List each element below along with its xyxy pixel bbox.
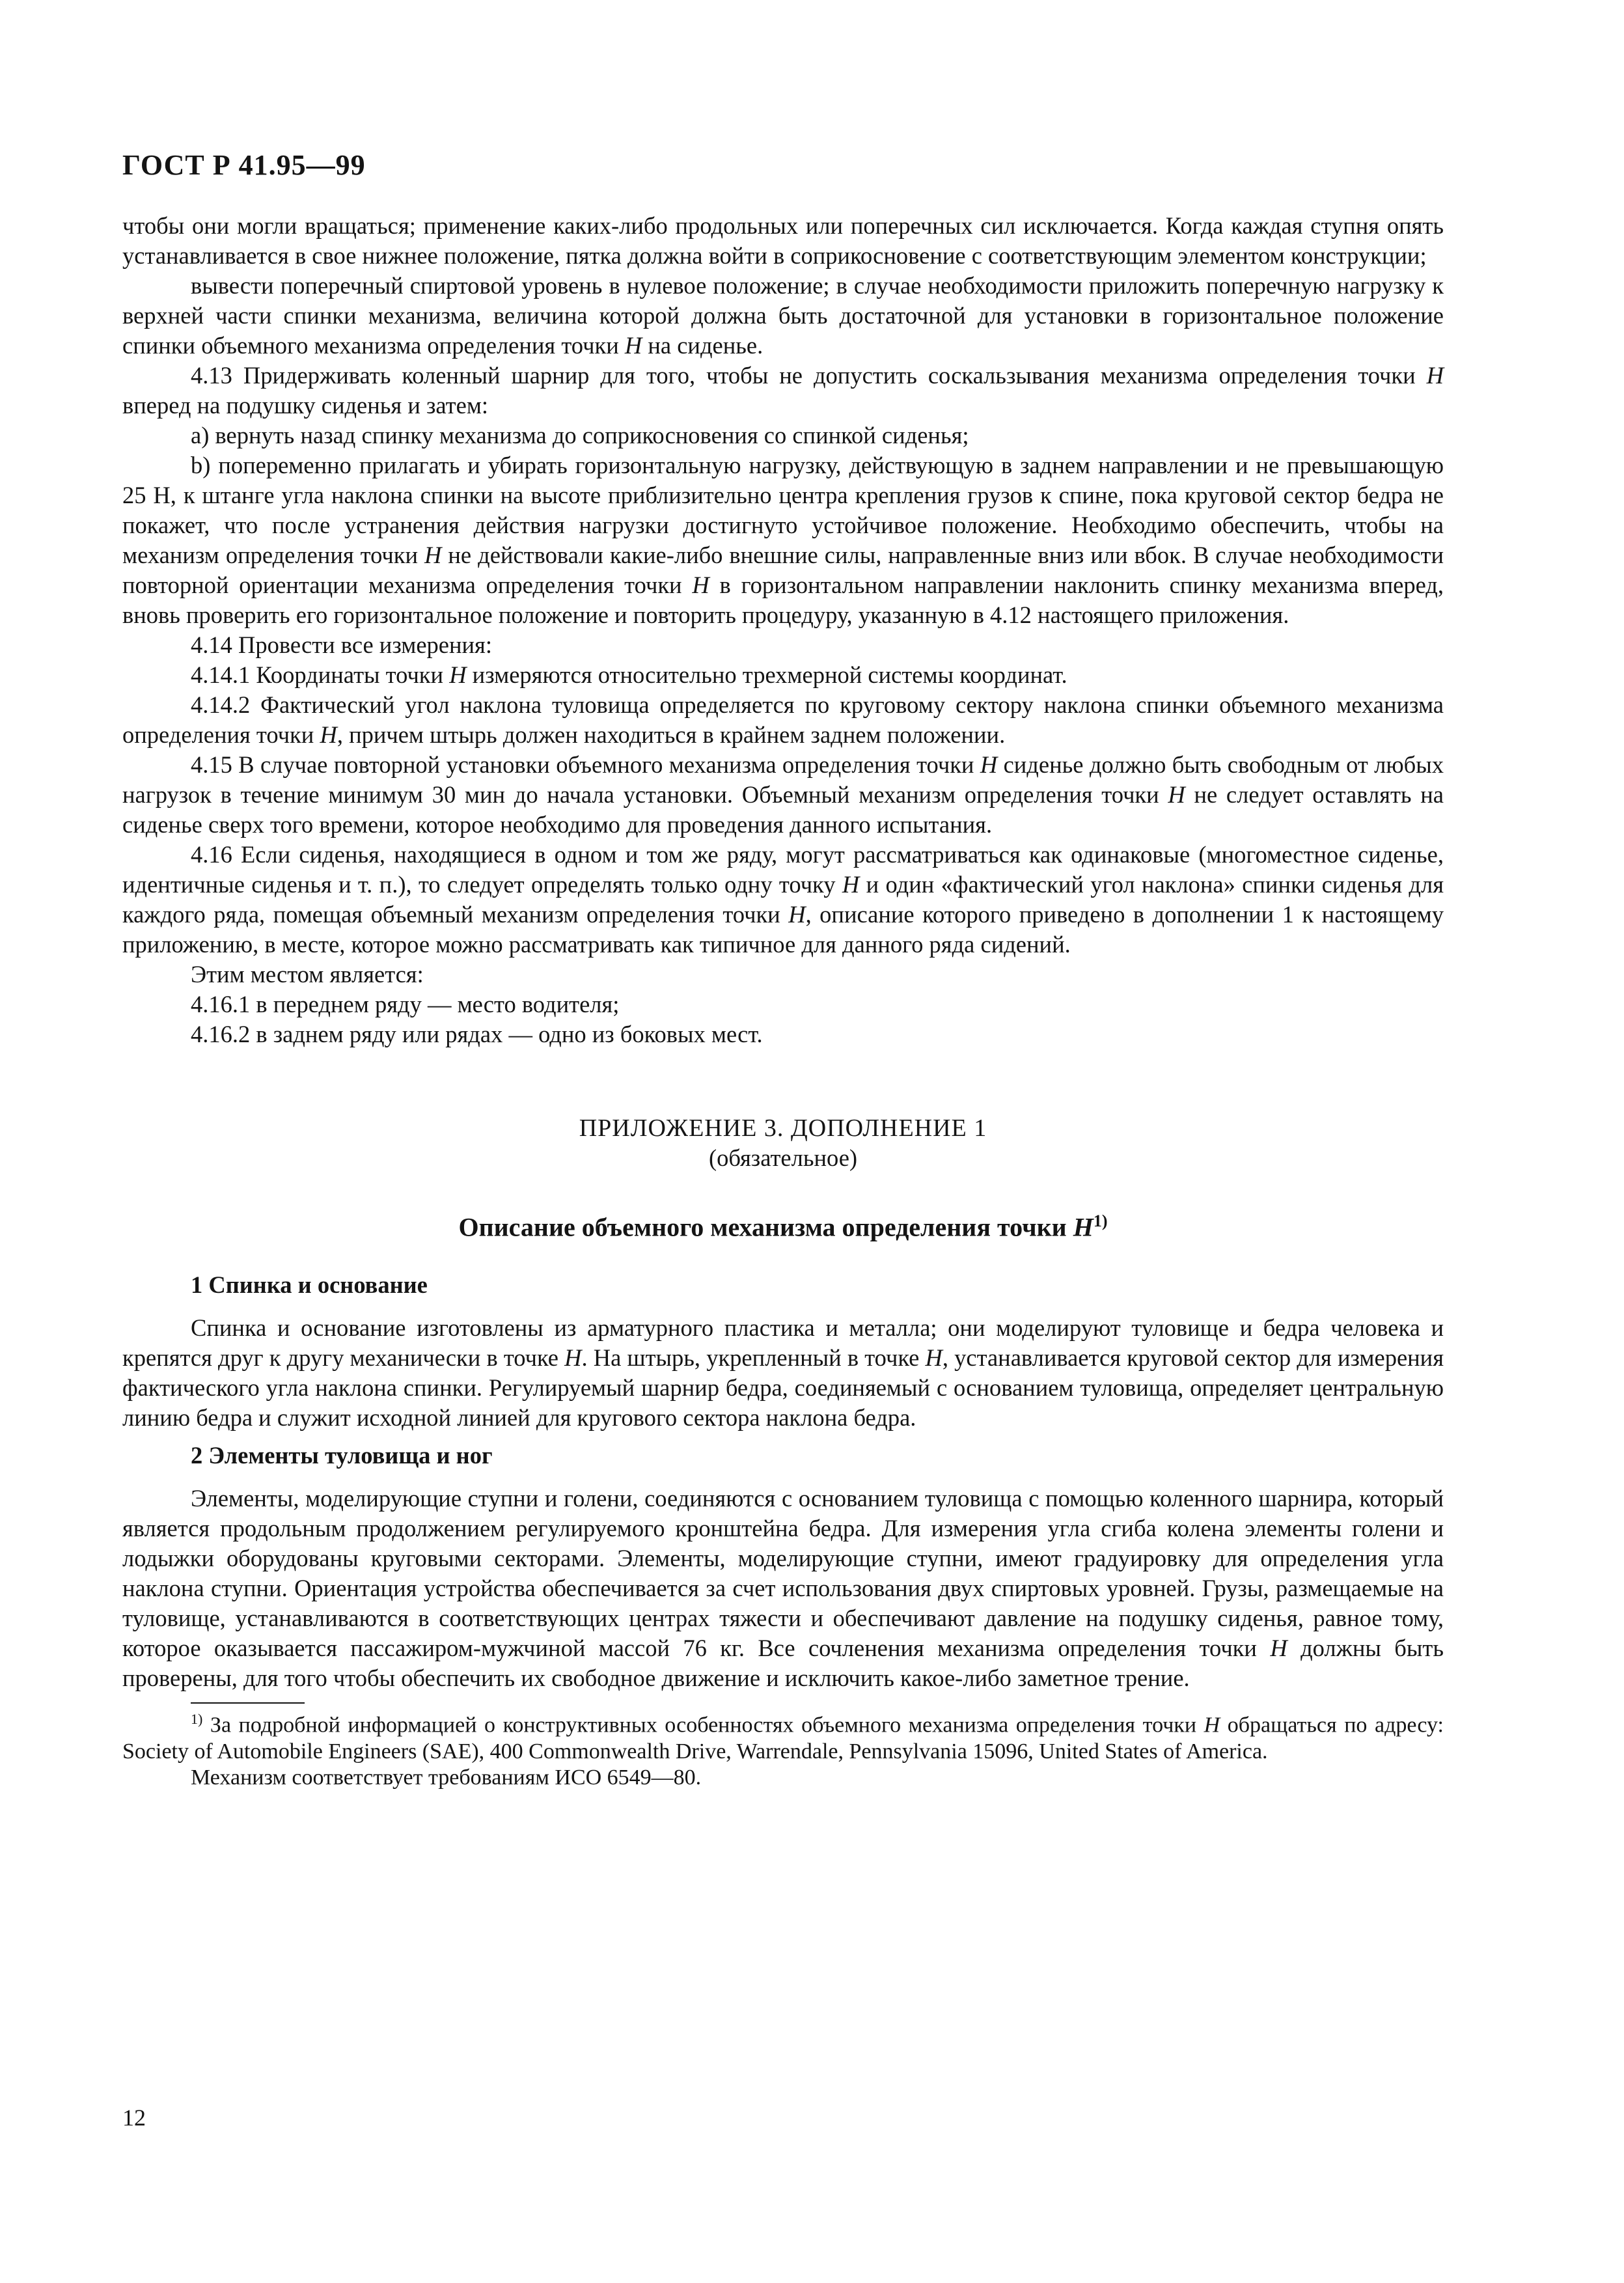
- paragraph: чтобы они могли вращаться; применение каких-либо продольных или поперечных сил исключается. Когда каждая ступня опять устанавливается в свое нижнее положение, пятка должна войти в соприкосновение с соответствующим элементом конструкции;: [122, 212, 1444, 269]
- section-2-heading: 2 Элементы туловища и ног: [191, 1442, 493, 1469]
- footnote-divider: [191, 1702, 305, 1704]
- paragraph-4-14-1: 4.14.1 Координаты точки H измеряются относительно трехмерной системы координат.: [191, 661, 1067, 688]
- section-2-text: Элементы, моделирующие ступни и голени, соединяются с основанием туловища с помощью коленного шарнира, который является продольным продолжением регулируемого кронштейна бедра. Для измерения угла сгиба колена элементы голени и лодыжки оборудованы круговыми секторами. Элементы, моделирующие ступни, имеют градуировку для определения угла наклона ступни. Ориентация устройства обеспечивается за счет использования двух спиртовых уровней. Грузы, размещаемые на туловище, устанавливаются в соответствующих центрах тяжести и обеспечивают давление на подушку сиденья, равное тому, которое оказывается пассажиром-мужчиной массой 76 кг. Все сочленения механизма определения точки H должны быть проверены, для того чтобы обеспечить их свободное движение и исключить какое-либо заметное трение.: [122, 1485, 1444, 1692]
- description-title: Описание объемного механизма определения точки $H^{1)}$: [458, 1211, 1108, 1242]
- paragraph-4-14-2: 4.14.2 Фактический угол наклона туловища определяется по круговому сектору наклона спинки объемного механизма определения точки H, причем штырь должен находиться в крайнем заднем положении.: [122, 691, 1444, 748]
- footnote: $^{1)}$ За подробной информацией о конструктивных особенностях объемного механизма определения точки H обращаться по адресу: Society of Automobile Engineers (SAE), 400 Commonwealth Drive, Warrendale, Pennsylvania 15096, United States of America.: [122, 1711, 1444, 1764]
- paragraph-4-16: 4.16 Если сиденья, находящиеся в одном и том же ряду, могут рассматриваться как одинаковые (многоместное сиденье, идентичные сиденья и т. п.), то следует определять только одну точку H и один «фактический угол наклона» спинки сиденья для каждого ряда, помещая объемный механизм определения точки H, описание которого приведено в дополнении 1 к настоящему приложению, в месте, которое можно рассматривать как типичное для данного ряда сидений.: [122, 841, 1444, 958]
- paragraph: вывести поперечный спиртовой уровень в нулевое положение; в случае необходимости приложить поперечную нагрузку к верхней части спинки механизма, величина которой должна быть достаточной для установки в горизонтальное положение спинки объемного механизма определения точки H на сиденье.: [122, 272, 1444, 359]
- paragraph: Этим местом является:: [191, 961, 424, 988]
- paragraph-4-15: 4.15 В случае повторной установки объемного механизма определения точки H сиденье должно быть свободным от любых нагрузок в течение минимум 30 мин до начала установки. Объемный механизм определения точки H не следует оставлять на сиденье сверх того времени, которое необходимо для проведения данного испытания.: [122, 751, 1444, 838]
- paragraph-4-16-2: 4.16.2 в заднем ряду или рядах — одно из боковых мест.: [191, 1021, 763, 1047]
- appendix-title: ПРИЛОЖЕНИЕ 3. ДОПОЛНЕНИЕ 1: [579, 1114, 987, 1142]
- paragraph-4-13: 4.13 Придерживать коленный шарнир для того, чтобы не допустить соскальзывания механизма определения точки H вперед на подушку сиденья и затем:: [122, 362, 1444, 419]
- appendix-subtitle: (обязательное): [708, 1144, 858, 1171]
- page-number: 12: [122, 2105, 146, 2131]
- section-1-text: Спинка и основание изготовлены из арматурного пластика и металла; они моделируют туловище и бедра человека и крепятся друг к другу механически в точке H. На штырь, укрепленный в точке H, устанавливается круговой сектор для измерения фактического угла наклона спинки. Регулируемый шарнир бедра, соединяемый с основанием туловища, определяет центральную линию бедра и служит исходной линией для кругового сектора наклона бедра.: [122, 1314, 1444, 1432]
- footnote-reference: 1): [1093, 1211, 1108, 1230]
- list-item-a: a) вернуть назад спинку механизма до соприкосновения со спинкой сиденья;: [191, 422, 969, 449]
- footnote-note: Механизм соответствует требованиям ИСО 6549—80.: [191, 1765, 702, 1790]
- list-item-b: b) попеременно прилагать и убирать горизонтальную нагрузку, действующую в заднем направлении и не превышающую 25 Н, к штанге угла наклона спинки на высоте приблизительно центра крепления грузов к спине, пока круговой сектор бедра не покажет, что после устранения действия нагрузки достигнуто устойчивое положение. Необходимо обеспечить, чтобы на механизм определения точки H не действовали какие-либо внешние силы, направленные вниз или вбок. В случае необходимости повторной ориентации механизма определения точки H в горизонтальном направлении наклонить спинку механизма вперед, вновь проверить его горизонтальное положение и повторить процедуру, указанную в 4.12 настоящего приложения.: [122, 452, 1444, 628]
- page-body: [122, 211, 1444, 1791]
- section-1-heading: 1 Спинка и основание: [191, 1271, 428, 1299]
- paragraph-4-14: 4.14 Провести все измерения:: [191, 631, 492, 658]
- document-code-header: ГОСТ Р 41.95—99: [122, 149, 366, 181]
- paragraph-4-16-1: 4.16.1 в переднем ряду — место водителя;: [191, 991, 620, 1017]
